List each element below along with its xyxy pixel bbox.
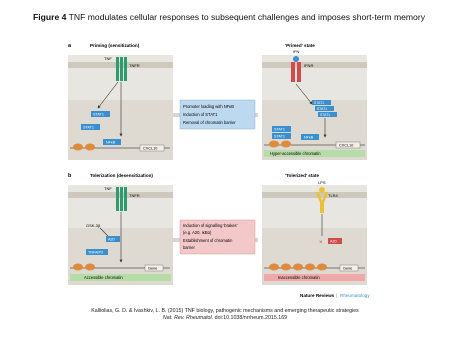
ifn-label: IFN [293,49,300,54]
nucleosome [85,144,95,151]
a20-label: A20 [108,237,115,242]
chromatin-label: Accessible chromatin [84,275,123,281]
lps-ligand [319,187,325,193]
stat1-label: STAT1 [317,106,328,111]
nucleosome [73,144,83,151]
nucleosome [293,264,303,271]
callout-line: Induction of signalling 'brakes' [183,223,238,228]
tnfr-receptor-bar [120,57,123,81]
cell-membrane [262,192,367,198]
journal-name: Nature Reviews [300,293,335,298]
panel-a-left-heading: Priming (sensitization) [90,43,140,48]
ifnr-label: IFNR [304,63,314,68]
figure-caption: TNF modulates cellular responses to subsequent challenges and imposes short-term memory [68,12,425,22]
chromatin-label: Inaccessible chromatin [278,275,320,281]
panel-a-letter: a [68,43,72,49]
panel-b-left-heading: Tolerization (desensitization) [90,173,153,178]
gene-label: Gene [148,266,158,271]
panel-b-right-heading: 'Tolerized' state [285,173,320,178]
panel-b-right-cell [262,180,367,285]
panel-a-left-cell [68,55,173,160]
tnfr-receptor-bar [116,57,119,81]
tnfr-receptor-bar [120,187,123,211]
block-mark: × [319,240,323,246]
lps-label: LPS [318,180,326,185]
nfkb-label: NFκB [304,135,314,140]
tnfr-label: TNFR [129,193,140,198]
stat1-label: STAT1 [314,100,325,105]
callout-line: Induction of STAT1 [183,112,218,117]
nucleosome [85,264,95,271]
cell-membrane [262,62,367,68]
ifnr-receptor-bar [291,62,295,82]
gene-label: Gene [343,266,353,271]
journal-separator: | [336,293,338,298]
journal-section: Rheumatology [340,293,370,298]
callout-line: Establishment of chromatin [183,238,233,243]
callout-line: (e.g. A20, IκBα) [183,230,212,235]
nfkb-label: NFκB [106,140,116,145]
tnfr-receptor-bar [124,187,127,211]
citation-journal: Nat. Rev. Rheumatol. [162,315,214,321]
stat1-label: STAT1 [320,112,331,117]
citation [0,308,450,322]
stat1-label: STAT1 [274,127,285,132]
callout-line: barrier [183,245,195,250]
citation-line1: Kalliolias, G. D. & Ivashkiv, L. B. (2015) TNF biology, pathogenic mechanisms and emerging therapeutic strategies [91,308,359,314]
gsk3b-label: GSK-3β [86,223,101,228]
tlr4-label: TLR4 [328,193,338,198]
tnfr-receptor-bar [124,57,127,81]
nucleosome [317,264,327,271]
nucleosome [281,141,291,148]
panel-b-letter: b [68,173,72,179]
chromatin-label: Hyper-accessible chromatin [270,151,321,157]
stat1-label: STAT1 [93,112,104,117]
nucleosome [269,264,279,271]
panel-a-callout [173,100,258,129]
callout-line: Promoter loading with NFκB [183,104,234,109]
ifnr-receptor-bar [297,62,301,82]
callout-line: Removal of chromatin barrier [183,120,236,125]
tnfr-receptor-bar [116,187,119,211]
figure-label: Figure 4 [33,12,67,22]
nucleosome [73,264,83,271]
nucleosome [305,264,315,271]
nucleosome [281,264,291,271]
tnf-label: TNF [104,186,112,191]
tnfaip3-label: TNFAIP3 [88,250,103,255]
stat1-label: STAT1 [274,134,285,139]
panel-b-callout [173,220,258,254]
stat1-label: STAT1 [83,125,94,130]
gene-label: CXCL10 [143,146,158,151]
gene-label: CXCL10 [339,143,354,148]
panel-b-left-cell [68,185,173,285]
citation-doi: doi:10.1038/nrrheum.2015.169 [214,315,288,321]
citation-line2 [0,315,450,322]
ifn-ligand [293,56,299,62]
tnfr-label: TNFR [129,63,140,68]
tnf-label: TNF [104,56,112,61]
nucleosome [269,141,279,148]
a20-label: A20 [330,239,337,244]
panel-a-right-heading: 'Primed' state [285,43,315,48]
tlr4-receptor-stem [320,203,324,213]
panel-a-right-cell [262,49,367,160]
